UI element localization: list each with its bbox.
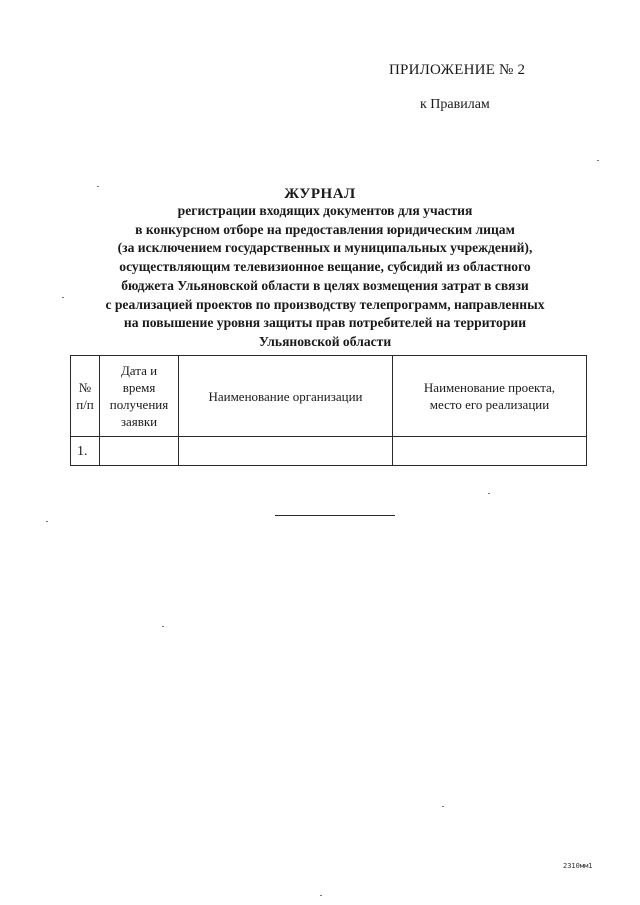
- closing-rule-line: [275, 515, 395, 516]
- subtitle-line: на повышение уровня защиты прав потребителей на территории: [123, 315, 527, 331]
- header-text: №: [78, 380, 92, 395]
- subtitle-line: с реализацией проектов по производству телепрограмм, направленных: [105, 296, 545, 312]
- scan-speck: [46, 521, 48, 522]
- appendix-reference: к Правилам: [420, 97, 490, 112]
- table-cell-project: [393, 437, 587, 466]
- registration-table: [70, 355, 587, 466]
- header-text: время: [122, 380, 156, 395]
- header-text: п/п: [76, 397, 94, 412]
- subtitle-line: Ульяновской области: [258, 333, 392, 349]
- table-row: [71, 437, 587, 466]
- table-header-row: [71, 356, 587, 437]
- scan-speck: [97, 186, 99, 187]
- header-text: Наименование организации: [208, 388, 363, 404]
- scan-speck: [320, 895, 322, 896]
- table-cell-date: [100, 437, 179, 466]
- scan-speck: [488, 493, 490, 494]
- scan-speck: [162, 626, 164, 627]
- header-text: место его реализации: [429, 397, 550, 412]
- header-text: получения: [109, 397, 169, 412]
- header-text: заявки: [120, 414, 158, 429]
- header-text: Наименование проекта,: [423, 380, 556, 395]
- subtitle-line: в конкурсном отборе на предоставления юридическим лицам: [135, 221, 515, 237]
- subtitle-line: осуществляющим телевизионное вещание, субсидий из областного: [119, 259, 531, 275]
- column-header-organization: [179, 356, 393, 437]
- document-heading: ЖУРНАЛ: [284, 186, 356, 202]
- column-header-project: [393, 356, 587, 437]
- scan-speck: [597, 160, 599, 161]
- table-cell-number: 1.: [71, 437, 100, 466]
- scan-speck: [442, 806, 444, 807]
- table-cell-organization: [179, 437, 393, 466]
- column-header-number: [71, 356, 100, 437]
- footer-code: 2310мм1: [563, 862, 593, 870]
- subtitle-line: (за исключением государственных и муниципальных учреждений),: [117, 240, 533, 256]
- document-subtitle: [40, 202, 610, 352]
- subtitle-line: бюджета Ульяновской области в целях возмещения затрат в связи: [121, 277, 529, 293]
- header-text: Дата и: [120, 363, 158, 378]
- appendix-title: ПРИЛОЖЕНИЕ № 2: [389, 62, 526, 78]
- column-header-date: [100, 356, 179, 437]
- scan-speck: [62, 297, 64, 298]
- subtitle-line: регистрации входящих документов для участия: [177, 203, 473, 218]
